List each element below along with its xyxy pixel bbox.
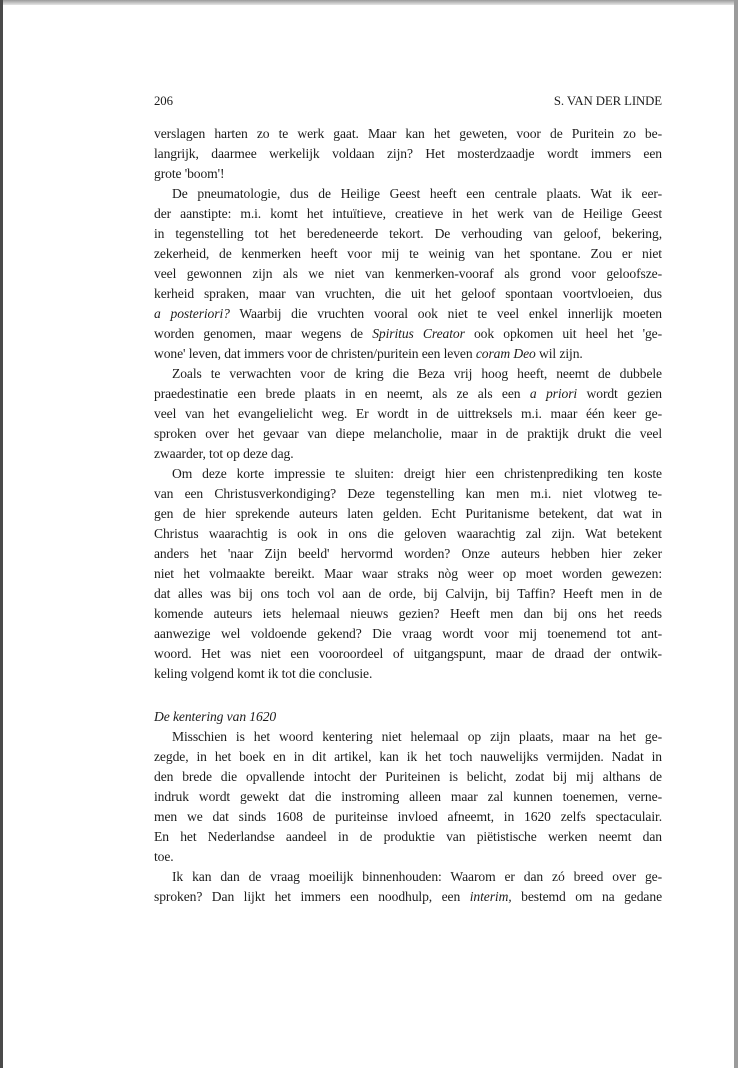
text-line: Ik kan dan de vraag moeilijk binnenhouden: Waarom er dan zó breed over ge-: [172, 869, 662, 884]
text-line: zegde, in het boek en in dit artikel, kan ik het toch nauwelijks vermijden. Nadat in: [154, 749, 662, 764]
text-run: worden genomen, maar wegens de: [154, 326, 373, 341]
text-line: kerheid spraken, maar van vruchten, die uit het geloof spontaan voortvloeien, dus: [154, 286, 662, 301]
text-line: veel gewonnen zijn als we niet van kenmerken-vooraf als grond voor geloofsze-: [154, 266, 662, 281]
italic-term: a priori: [529, 386, 578, 401]
text-line: anders het 'naar Zijn beeld' hervormd worden? Onze auteurs hebben hier zeker: [154, 546, 662, 561]
text-line: indruk wordt gewekt dat die instroming alleen maar zal kunnen toenemen, verne-: [154, 789, 662, 804]
text-line: men we dat sinds 1608 de puriteinse invloed afneemt, in 1620 zelfs spectaculair.: [154, 809, 662, 824]
text-line: der aanstipte: m.i. komt het intuïtieve, creatieve in het werk van de Heilige Geest: [154, 206, 662, 221]
text-run: praedestinatie een brede plaats in en neemt, als ze als een: [154, 386, 530, 401]
text-line: zwaarder, tot op deze dag.: [154, 446, 294, 461]
text-line: niet het volmaakte bereikt. Maar waar straks nòg weer op moet worden gewezen:: [154, 566, 662, 581]
text-line: aanwezige wel voldoende gekend? Die vraag wordt voor mij toenemend tot ant-: [154, 626, 662, 641]
text-line: dat alles was bij ons toch vol aan de orde, bij Calvijn, bij Taffin? Heeft men in de: [154, 586, 662, 601]
text-line: toe.: [154, 849, 174, 864]
text-line: [154, 384, 662, 404]
text-line: komende auteurs iets helemaal nieuws gezien? Heeft men dan bij ons het reeds: [154, 606, 662, 621]
text-run: wordt gezien: [577, 386, 663, 401]
italic-term: a posteriori?: [154, 306, 230, 321]
text-line: Zoals te verwachten voor de kring die Beza vrij hoog heeft, neemt de dubbele: [172, 366, 662, 381]
text-line: den brede die opvallende intocht der Puriteinen is belicht, zodat bij mij althans de: [154, 769, 662, 784]
text-run: Waarbij die vruchten vooral ook niet te veel enkel innerlijk moeten: [229, 306, 662, 321]
section-heading: De kentering van 1620: [154, 709, 277, 724]
text-line: van een Christusverkondiging? Deze tegenstelling kan men m.i. niet vlotweg te-: [154, 486, 662, 501]
text-run: wil zijn.: [535, 346, 583, 361]
text-line: Misschien is het woord kentering niet helemaal op zijn plaats, maar na het ge-: [172, 729, 662, 744]
text-line: sproken over het gevaar van diepe melancholie, maar in de praktijk drukt die veel: [154, 426, 662, 441]
text-run: sproken? Dan lijkt het immers een noodhulp, een: [154, 889, 470, 904]
text-line: Christus waarachtig is ook in ons die geloven waarachtig zal zijn. Wat betekent: [154, 526, 662, 541]
text-line: veel van het evangelielicht weg. Er wordt in de uittreksels m.i. maar één keer ge-: [154, 406, 662, 421]
text-line: [154, 324, 662, 344]
text-line: langrijk, daarmee werkelijk voldaan zijn? Het mosterdzaadje wordt immers een: [154, 146, 662, 161]
text-line: [154, 344, 662, 364]
italic-term: interim,: [469, 889, 512, 904]
page-number: 206: [154, 94, 173, 108]
italic-term: coram Deo: [475, 346, 536, 361]
text-run: ook opkomen uit heel het 'ge-: [464, 326, 662, 341]
text-line: verslagen harten zo te werk gaat. Maar kan het geweten, voor de Puritein zo be-: [154, 126, 662, 141]
header-author: S. VAN DER LINDE: [553, 94, 662, 108]
running-head: [154, 94, 662, 110]
text-line: zekerheid, de kenmerken heeft voor mij te weinig van het spontane. Zou er niet: [154, 246, 662, 261]
text-line: Om deze korte impressie te sluiten: dreigt hier een christenprediking ten koste: [172, 466, 662, 481]
text-run: bestemd om na gedane: [511, 889, 662, 904]
text-line: De pneumatologie, dus de Heilige Geest heeft een centrale plaats. Wat ik eer-: [172, 186, 662, 201]
text-run: wone' leven, dat immers voor de christen/puritein een leven: [154, 346, 476, 361]
text-line: En het Nederlandse aandeel in de produktie van piëtistische werken neemt dan: [154, 829, 662, 844]
text-line: keling volgend komt ik tot die conclusie.: [154, 666, 373, 681]
text-line: [154, 887, 662, 907]
text-line: [154, 304, 662, 324]
text-line: grote 'boom'!: [154, 166, 225, 181]
text-line: woord. Het was niet een vooroordeel of uitgangspunt, maar de draad der ontwik-: [154, 646, 662, 661]
text-line: in tegenstelling tot het beredeneerde tekort. De verhouding van geloof, bekering,: [154, 226, 662, 241]
italic-term: Spiritus Creator: [372, 326, 465, 341]
text-line: gen de hier sprekende auteurs laten gelden. Echt Puritanisme betekent, dat wat in: [154, 506, 662, 521]
